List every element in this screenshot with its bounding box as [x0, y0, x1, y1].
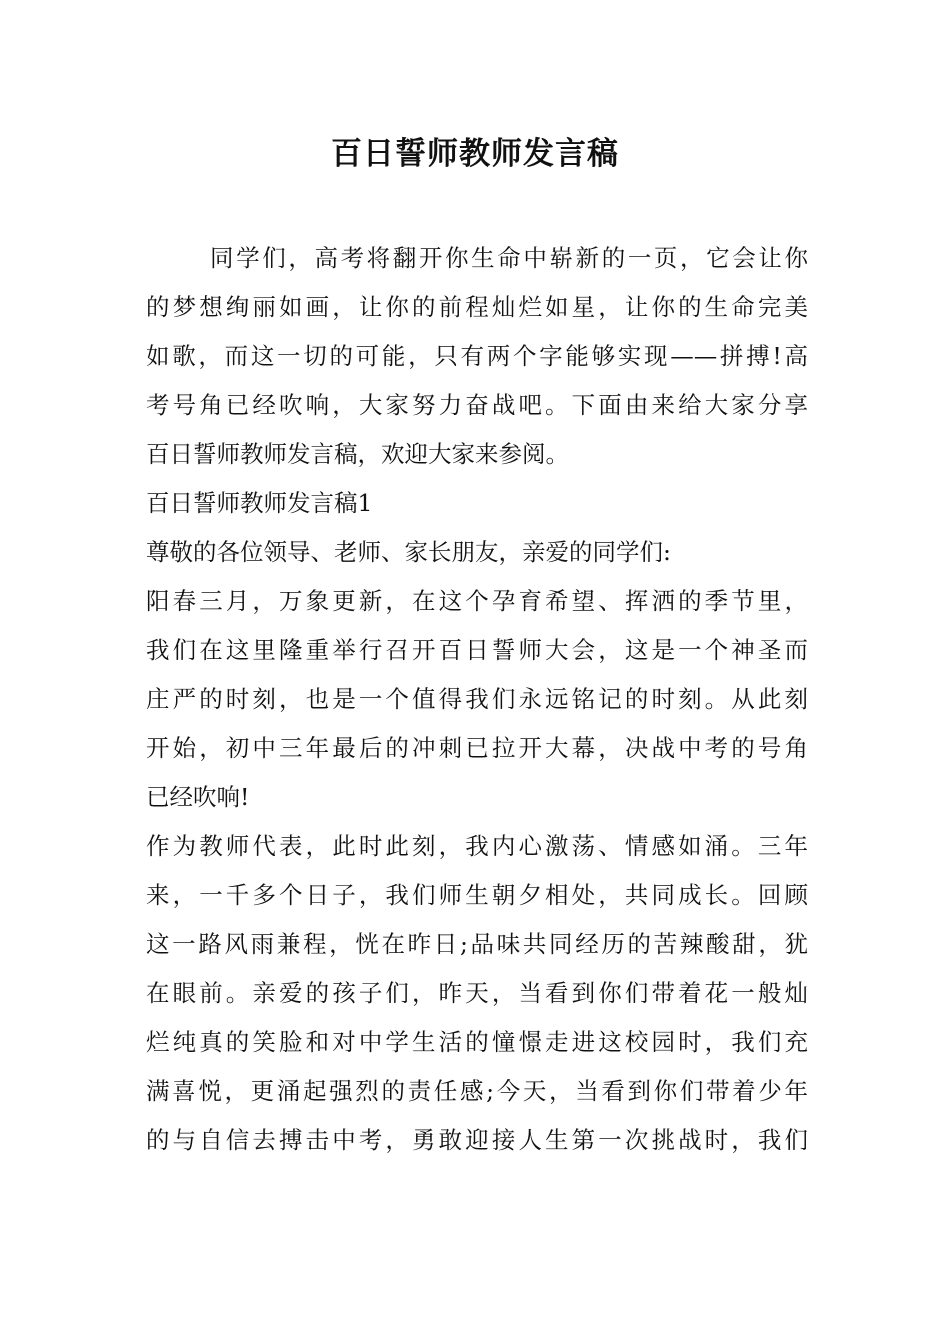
paragraph-line: 同学们，高考将翻开你生命中崭新的一页，它会让你: [210, 244, 808, 272]
paragraph-line: 阳春三月，万象更新，在这个孕育希望、挥洒的季节里，: [146, 587, 808, 615]
paragraph-line: 的与自信去搏击中考，勇敢迎接人生第一次挑战时，我们: [146, 1126, 808, 1154]
paragraph-line: 百日誓师教师发言稿，欢迎大家来参阅。: [146, 440, 569, 468]
salutation-line: 尊敬的各位领导、老师、家长朋友，亲爱的同学们:: [146, 538, 671, 566]
paragraph-line: 这一路风雨兼程，恍在昨日;品味共同经历的苦辣酸甜，犹: [146, 930, 808, 958]
paragraph-line: 已经吹响!: [146, 783, 250, 811]
document-title: 百日誓师教师发言稿: [331, 136, 619, 172]
paragraph-line: 的梦想绚丽如画，让你的前程灿烂如星，让你的生命完美: [146, 293, 808, 321]
paragraph-line: 庄严的时刻，也是一个值得我们永远铭记的时刻。从此刻: [146, 685, 808, 713]
paragraph-line: 满喜悦，更涌起强烈的责任感;今天，当看到你们带着少年: [146, 1077, 808, 1105]
paragraph-line: 考号角已经吹响，大家努力奋战吧。下面由来给大家分享: [146, 391, 808, 419]
document-body: [146, 234, 808, 1165]
paragraph-line: 如歌，而这一切的可能，只有两个字能够实现——拼搏!高: [146, 342, 808, 370]
section-heading: 百日誓师教师发言稿1: [146, 489, 373, 517]
paragraph-line: 来，一千多个日子，我们师生朝夕相处，共同成长。回顾: [146, 881, 808, 909]
paragraph-line: 在眼前。亲爱的孩子们，昨天，当看到你们带着花一般灿: [146, 979, 808, 1007]
paragraph-line: 烂纯真的笑脸和对中学生活的憧憬走进这校园时，我们充: [146, 1028, 808, 1056]
paragraph-line: 我们在这里隆重举行召开百日誓师大会，这是一个神圣而: [146, 636, 808, 664]
paragraph-line: 作为教师代表，此时此刻，我内心激荡、情感如涌。三年: [146, 832, 808, 860]
paragraph-line: 开始，初中三年最后的冲刺已拉开大幕，决战中考的号角: [146, 734, 808, 762]
